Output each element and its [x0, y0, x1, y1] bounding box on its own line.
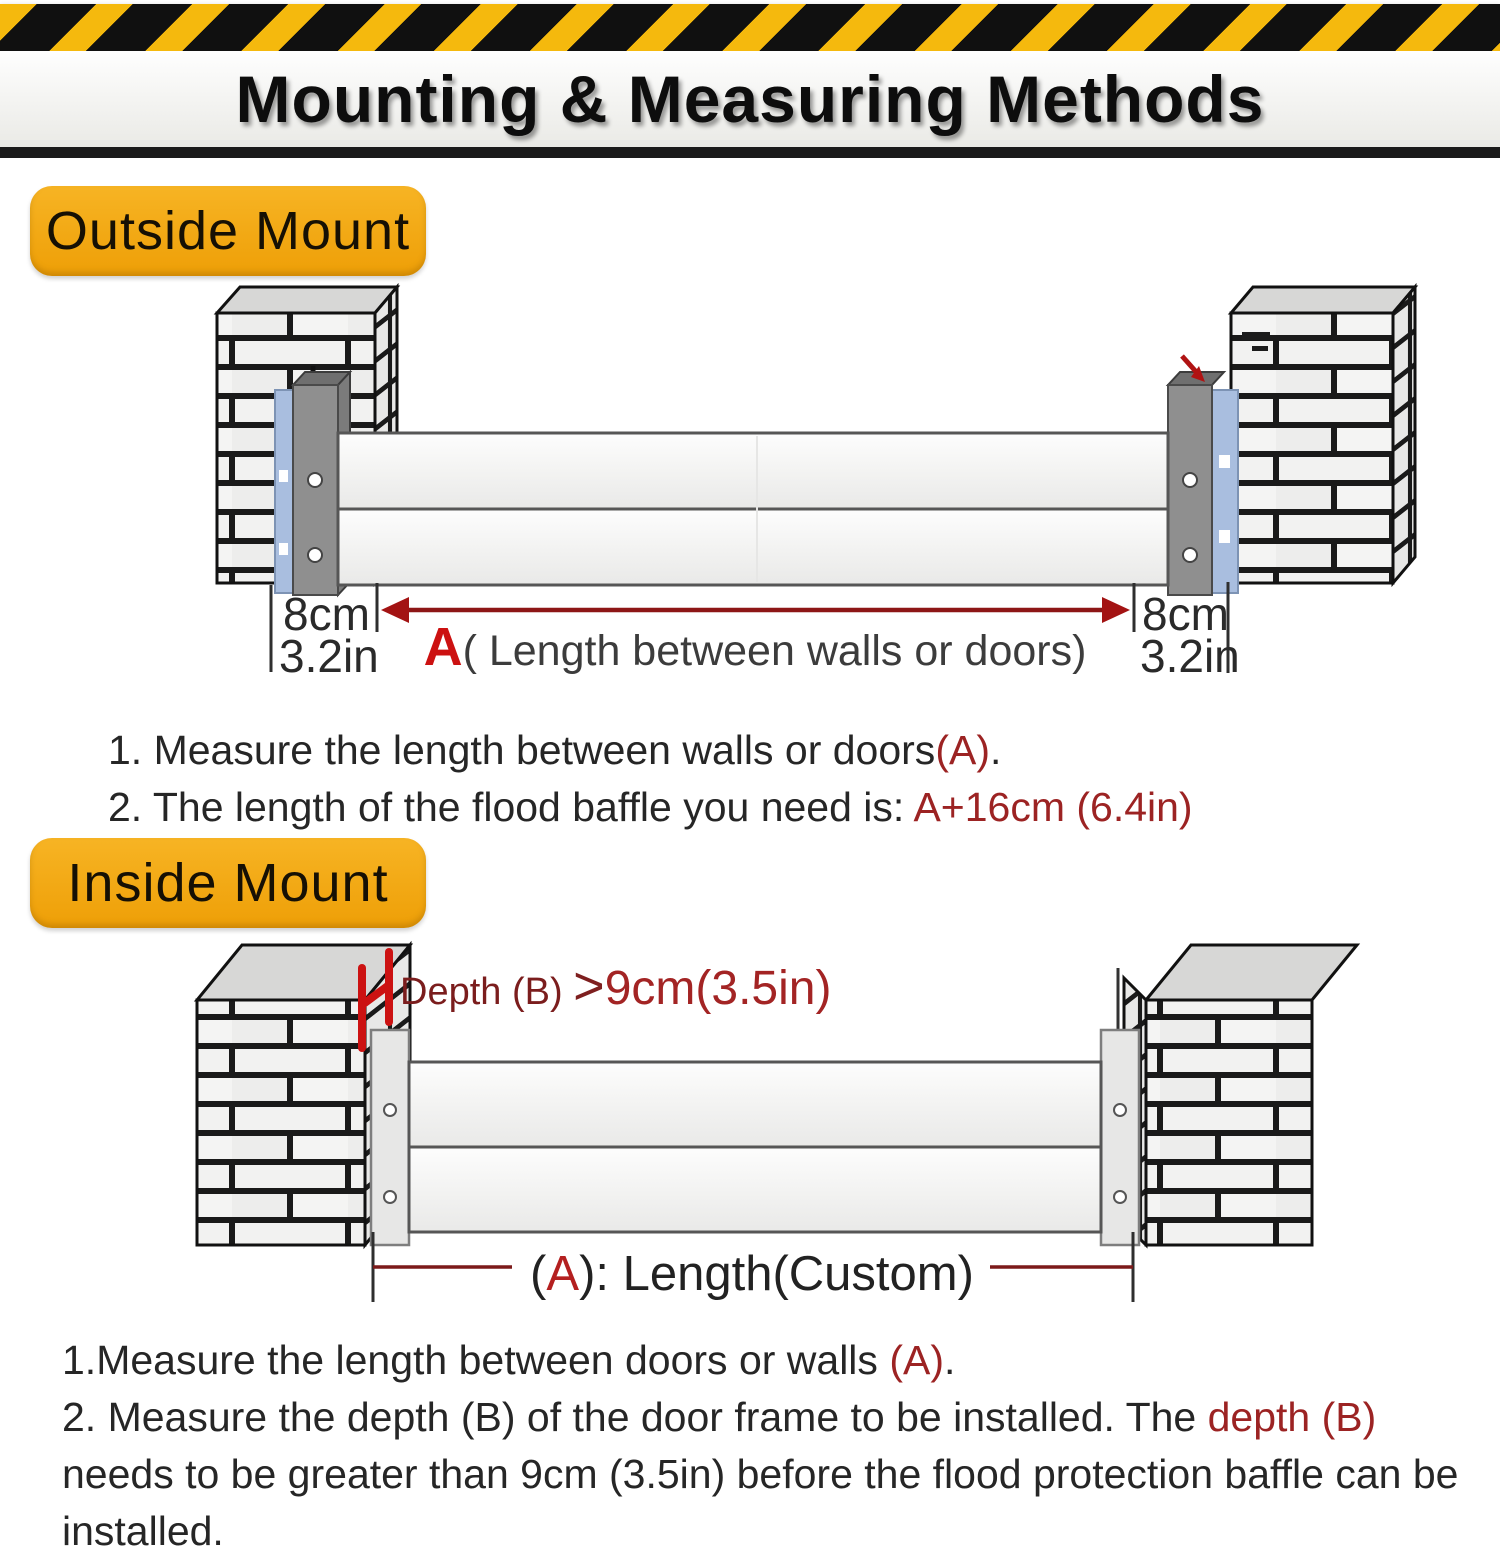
seal-strip-right [1212, 390, 1238, 593]
left-dim-inch: 3.2in [279, 630, 379, 682]
brick-notch [1242, 332, 1270, 340]
outside-instructions [108, 722, 1438, 836]
inside-instructions [62, 1332, 1464, 1560]
brick-pillar-right [1231, 287, 1415, 583]
flood-barrier [338, 433, 1168, 585]
span-a-label: A( Length between walls or doors) [423, 617, 1087, 677]
seal-strip-left [275, 390, 293, 593]
barrier-panel-bottom [409, 1147, 1101, 1232]
bracket-hole [384, 1104, 396, 1116]
depth-label: Depth (B) >9cm(3.5in) [400, 956, 832, 1016]
right-dim-cm: 8cm [1142, 588, 1229, 640]
right-dim-inch: 3.2in [1140, 630, 1240, 682]
bracket-hole [1183, 548, 1197, 562]
outside-mount-label [30, 186, 426, 276]
barrier-panel-bottom [338, 509, 1168, 585]
instruction-step: 1.Measure the length between doors or walls (A). [62, 1337, 956, 1383]
flood-barrier [409, 1062, 1101, 1232]
screw-mark [1219, 455, 1230, 468]
brick-pillar-right [1118, 945, 1357, 1245]
screw-mark [279, 470, 288, 482]
instruction-step: 1. Measure the length between walls or doors(A). [108, 727, 1002, 773]
inside-mount-label-text: Inside Mount [67, 853, 389, 913]
outside-mount-label-text: Outside Mount [45, 201, 411, 261]
hazard-stripe-band [0, 4, 1500, 51]
barrier-panel-top [338, 433, 1168, 509]
screw-mark [1219, 530, 1230, 543]
bracket-hole [1114, 1104, 1126, 1116]
bracket-hole [308, 473, 322, 487]
length-label: (A): Length(Custom) [530, 1247, 974, 1301]
header-banner [0, 0, 1500, 158]
bracket-hole [1183, 473, 1197, 487]
mounting-bracket-right [1101, 1030, 1139, 1245]
inside-mount-label [30, 838, 426, 928]
dimension-arrow [381, 597, 1130, 623]
banner-divider [0, 147, 1500, 158]
mounting-bracket-left [371, 1030, 409, 1245]
inside-mount-diagram [0, 930, 1500, 1330]
outside-mount-diagram [0, 280, 1500, 705]
bracket-hole [1114, 1191, 1126, 1203]
instruction-step: 2. Measure the depth (B) of the door frame to be installed. The depth (B) needs to be greater than 9cm (3.5in) before the flood protection baffle can be installed. [62, 1394, 1459, 1554]
title-band [0, 51, 1500, 147]
barrier-panel-top [409, 1062, 1101, 1147]
instruction-step: 2. The length of the flood baffle you need is: A+16cm (6.4in) [108, 784, 1193, 830]
left-dim-cm: 8cm [283, 588, 370, 640]
page-title: Mounting & Measuring Methods [235, 62, 1265, 136]
bracket-hole [384, 1191, 396, 1203]
screw-mark [279, 543, 288, 555]
bracket-hole [308, 548, 322, 562]
